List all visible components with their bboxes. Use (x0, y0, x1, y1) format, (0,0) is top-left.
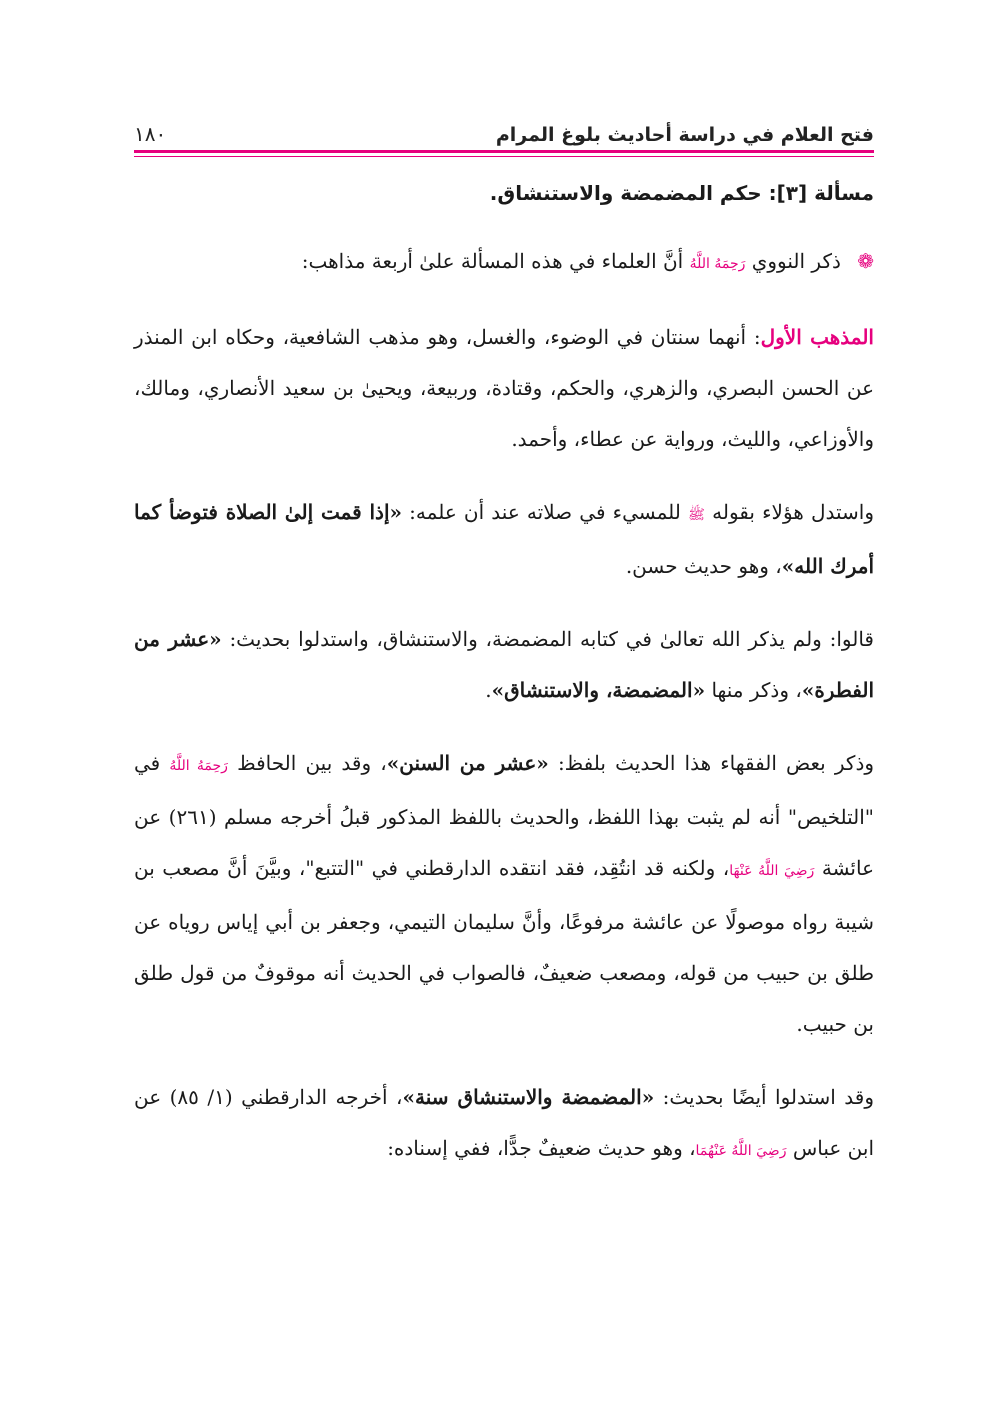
page-header (134, 108, 874, 146)
header-rule-thin (134, 156, 874, 157)
qalu-before: قالوا: ولم يذكر الله تعالىٰ في كتابه المضمضة، والاستنشاق، واستدلوا بحديث: (229, 627, 874, 651)
paragraph-qalu (134, 614, 874, 716)
issue-title: حكم المضمضة والاستنشاق. (489, 181, 762, 205)
issue-heading (134, 176, 874, 210)
also-before: وقد استدلوا أيضًا بحديث: (662, 1085, 875, 1109)
paragraph-evidence (134, 487, 874, 592)
fuqaha-mid2: في "التلخيص" أنه لم يثبت بهذا اللفظ، والحديث باللفظ المذكور قبلُ أخرجه مسلم (٢٦١) عن عائشة (134, 751, 875, 880)
fuqaha-before: وذكر بعض الفقهاء هذا الحديث بلفظ: (557, 751, 875, 775)
page-content (134, 176, 874, 1199)
intro-text-before: ذكر النووي (751, 249, 841, 273)
intro-paragraph (134, 236, 874, 290)
qalu-after: . (485, 678, 492, 702)
hadith-fitra: «عشر من الفطرة» (134, 627, 874, 702)
qalu-middle: ، وذكر منها (711, 678, 802, 702)
madhhab-text: : أنهما سنتان في الوضوء، والغسل، وهو مذهب الشافعية، وحكاه ابن المنذر عن الحسن البصري، والزهري، والحكم، وقتادة، وربيعة، ويحيىٰ بن سعيد الأنصاري، ومالك، والأوزاعي، والليث، ورواية عن عطاء، وأحمد. (134, 325, 874, 451)
paragraph-also (134, 1072, 874, 1177)
also-mid: ، أخرجه الدارقطني (١/ ٨٥) عن ابن عباس (134, 1085, 874, 1160)
evidence-middle: للمسيء في صلاته عند أن علمه: (409, 500, 681, 524)
hadith-sunna: «المضمضة والاستنشاق سنة» (402, 1085, 655, 1109)
hadith-madmada: «المضمضة، والاستنشاق» (491, 678, 706, 702)
hadith-sunan: «عشر من السنن» (386, 751, 549, 775)
paragraph-first-madhhab (134, 312, 874, 465)
madhhab-label: المذهب الأول (760, 325, 874, 349)
honorific-salla: ﷺ (688, 507, 705, 523)
honorific-rahimahullah: رَحِمَهُ اللَّهُ (169, 758, 228, 774)
hadith-text: «إذا قمت إلىٰ الصلاة فتوضأ كما أمرك الله» (134, 500, 874, 578)
fuqaha-mid1: ، وقد بين الحافظ (237, 751, 387, 775)
paragraph-fuqaha (134, 738, 874, 1050)
evidence-after: ، وهو حديث حسن. (625, 554, 782, 578)
issue-label: مسألة [٣]: (768, 181, 874, 205)
evidence-before: واستدل هؤلاء بقوله (712, 500, 875, 524)
header-rule-thick (134, 150, 874, 153)
also-after: ، وهو حديث ضعيفٌ جدًّا، ففي إسناده: (387, 1136, 696, 1160)
honorific-rahimahullah: رَحِمَهُ اللَّهُ (689, 256, 746, 272)
fuqaha-after: ، ولكنه قد انتُقِد، فقد انتقده الدارقطني في "التتبع"، وبيَّنَ أنَّ مصعب بن شيبة رواه موصولًا عن عائشة مرفوعًا، وأنَّ سليمان التيمي، وجعفر بن أبي إياس روياه عن طلق بن حبيب من قوله، ومصعب ضعيفٌ، فالصواب في الحديث أنه موقوفٌ من قول طلق بن حبيب. (134, 856, 874, 1036)
page-number: ١٨٠ (134, 122, 167, 146)
honorific-radiyallahu-anha: رَضِيَ اللَّهُ عَنْهَا (729, 863, 815, 879)
honorific-radiyallahu-anhuma: رَضِيَ اللَّهُ عَنْهُمَا (695, 1143, 787, 1159)
book-title: فتح العلام في دراسة أحاديث بلوغ المرام (495, 124, 874, 146)
intro-text-after: أنَّ العلماء في هذه المسألة علىٰ أربعة مذاهب: (301, 249, 684, 273)
flower-ornament-icon: ❁ (857, 249, 874, 273)
